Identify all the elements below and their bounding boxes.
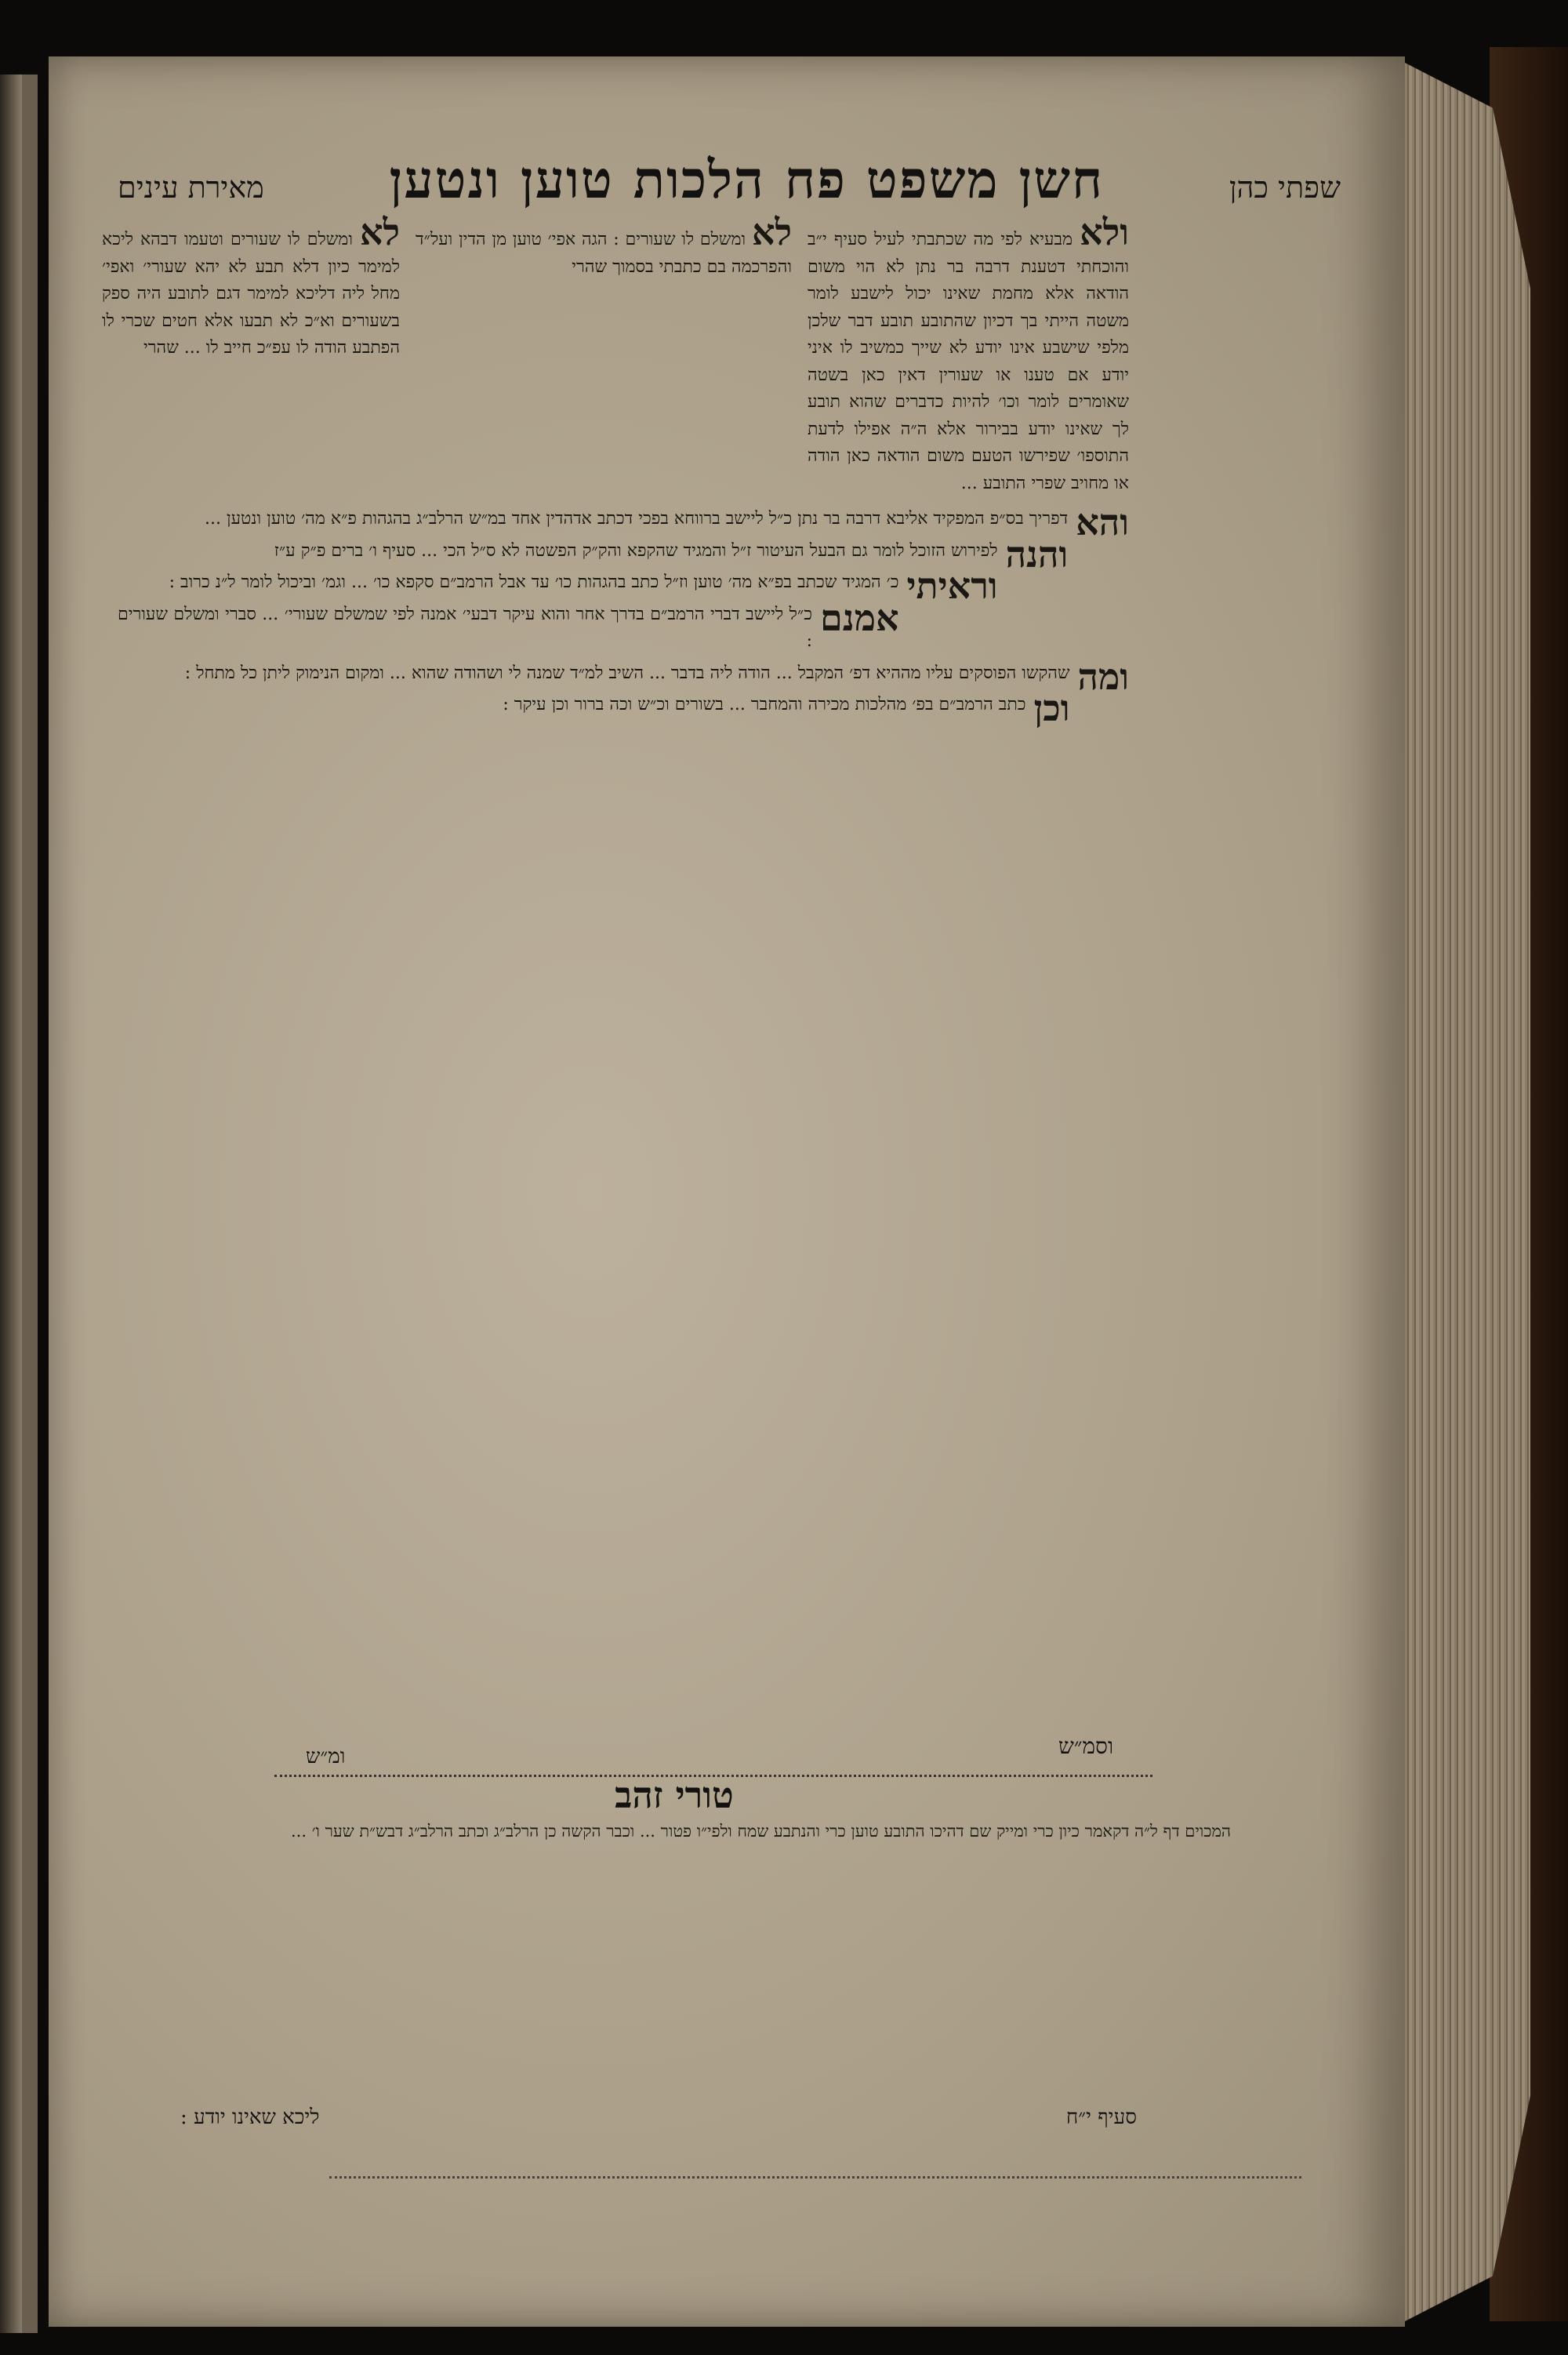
running-header xyxy=(118,149,1341,212)
taz-section-title: טורי זהב xyxy=(615,1774,734,1816)
main-text-block xyxy=(416,211,793,506)
paragraph-text: שהקשו הפוסקים עליו מההיא דפ׳ המקבל ... הודה ליה בדבר ... השיב למ״ד שמנה לי ושהודה שהוא ... ומקום הנימוק ליתן כל מתחל : xyxy=(184,663,1070,683)
bottom-ornament xyxy=(329,2176,1301,2194)
commentary-text: מבעיא לפי מה שכתבתי לעיל סעיף י״ב והוכחתי דטענת דרבה בר נתן לא הוי משום הודאה אלא מחמת שאינו יכול לישבע לומר משטה הייתי בך דכיון שהתובע תובע דבר שלכן מלפי שישבע אינו יודע לא שייך כמשיב לו איני יודע אם טענו או שעורין דאין כאן בשטה שאומרים לומר וכו׳ להיות כדברים שהוא תובע לך שאינו יודע בבירור אלא ה״ה אפילו לדעת התוספו׳ שפירשו הטעם משום הודאה כאן הודה או מחויב שפרי התובע ... xyxy=(808,230,1129,493)
commentary-text: ומשלם לו שעורים וטעמו דבהא ליכא למימר כיון דלא תבע לא יהא שעורי׳ ואפי׳ מחל ליה דליכא למימר דגם לתובע היה ספק בשעורים וא״כ לא תבעו אלא חטים שכרי לו הפתבע הודה לו עפ״כ חייב לו ... xyxy=(102,230,400,358)
shach-commentary-main xyxy=(118,501,1129,1725)
lead-word: וראיתי xyxy=(906,565,998,607)
header-title: חשן משפט פח הלכות טוען ונטען xyxy=(389,149,1105,210)
lead-word: ולא xyxy=(1080,211,1129,253)
commentary-end: שהרי xyxy=(143,338,179,358)
footer-right: סעיף י״ח xyxy=(1065,2106,1137,2129)
catchword-left: ומ״ש xyxy=(306,1745,346,1768)
shach-commentary-right xyxy=(808,211,1129,529)
taz-commentary xyxy=(118,1819,1231,2117)
commentary-paragraph xyxy=(118,501,1129,543)
paragraph-text: כ״ל ליישב דברי הרמב״ם בדרך אחר והוא עיקר דבעי׳ אמנה לפי שמשלם שעורי׳ ... סברי ומשלם שעורים : xyxy=(118,604,813,651)
commentary-paragraph xyxy=(118,596,1129,656)
lead-word: והא xyxy=(1076,501,1129,543)
commentary-paragraph xyxy=(118,532,1129,576)
main-text: ומשלם לו שעורים : הגה אפי׳ טוען מן הדין ועל״ד והפרכמה בם כתבתי בסמוך שהרי xyxy=(416,230,792,277)
commentary-top-left xyxy=(102,211,400,451)
catchword-right: וסמ״ש xyxy=(1058,1733,1114,1759)
commentary-paragraph xyxy=(118,565,1129,607)
paragraph-text: כ׳ המגיד שכתב בפ״א מה׳ טוען וז״ל כתב בהגהות כו׳ עד אבל הרמב״ם סקפא כו׳ ... וגמ׳ וביכול לומר ל״נ כרוב : xyxy=(169,572,899,592)
lead-word: לא xyxy=(751,211,793,253)
lead-word: ומה xyxy=(1077,655,1129,698)
paragraph-text: לפירוש הזוכל לומר גם הבעל העיטור ז״ל והמגיד שהקפא והק״ק הפשטה לא ס״ל הכי ... סעיף ו׳ ברים פ״ק ע״ז xyxy=(274,540,998,561)
taz-text: המכוים דף ל״ה דקאמר כיון כרי ומייק שם דהיכו התובע טוען כרי והנתבע שמח ולפי״ו פטור ... וכבר הקשה כן הרלב״ג וכתב הרלב״ג דבש״ת שער ו׳ ... xyxy=(291,1822,1231,1841)
commentary-paragraph xyxy=(118,687,1129,729)
page-footer xyxy=(180,2106,1137,2129)
header-left-label: מאירת עינים xyxy=(118,170,264,205)
page-stack-edges xyxy=(1405,63,1530,2321)
commentary-paragraph xyxy=(118,655,1129,698)
paragraph-text: דפריך בס״פ המפקיד אליבא דרבה בר נתן כ״ל ליישב ברווחא בפכי דכתב אדהדין אחד במ״ש הרלב״ג בהגהות פ״א מה׳ טוען ונטען ... xyxy=(205,509,1069,529)
lead-word: לא xyxy=(359,211,400,253)
lead-word: וכן xyxy=(1033,687,1070,729)
lead-word: והנה xyxy=(1005,532,1069,576)
paragraph-text: כתב הרמב״ם בפ׳ מהלכות מכירה והמחבר ... בשורים וכ״ש וכה ברור וכן עיקר : xyxy=(503,695,1026,714)
lead-word: אמנם xyxy=(820,596,899,639)
gutter-shadow xyxy=(22,75,38,2333)
header-right-label: שפתי כהן xyxy=(1229,170,1341,205)
footer-center: ליכא שאינו יודע : xyxy=(180,2106,320,2129)
